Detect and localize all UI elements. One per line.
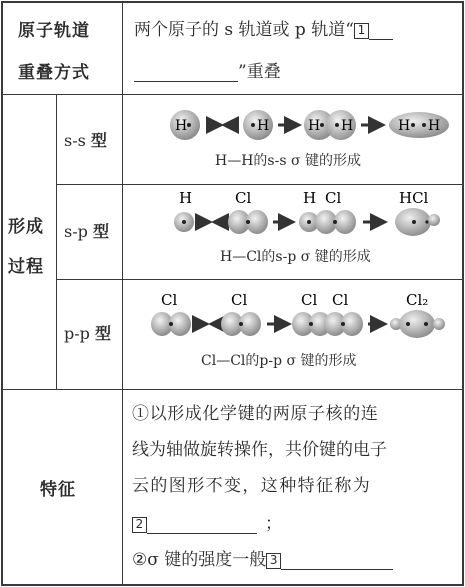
- nucleus-dot: [424, 322, 428, 326]
- cl-p-orbital-lobe: [334, 210, 356, 234]
- blank2-after: ；: [265, 514, 282, 534]
- blank-number-2: 2: [132, 517, 147, 533]
- column-divider-sub: [56, 94, 57, 389]
- pp-bond-diagram: [123, 280, 462, 389]
- feature-label: 特征: [40, 480, 76, 500]
- nucleus-dot: [411, 123, 415, 127]
- overlap-mode-label-line1: 原子轨道: [18, 21, 90, 41]
- overlap-mode-label-line2: 重叠方式: [18, 63, 90, 83]
- type-pp-suffix: 型: [94, 324, 111, 343]
- molecule-label: Cl: [235, 189, 252, 207]
- type-label-ss: [64, 128, 107, 151]
- molecule-label: Cl: [325, 189, 342, 207]
- overlap-text-before: 两个原子的 s 轨道或 p 轨道“: [134, 20, 354, 40]
- molecule-label: H: [303, 189, 317, 207]
- type-sp-prefix: s-p: [64, 222, 88, 241]
- nucleus-dot: [406, 322, 410, 326]
- overlap-mode-text-line2: [134, 57, 281, 82]
- feature-line-1: ①以形成化学键的两原子核的连: [132, 404, 379, 424]
- sp-caption: H—Cl的s-p σ 键的形成: [220, 249, 371, 265]
- blank-number-3: 3: [266, 553, 281, 569]
- answer-blank-3[interactable]: [281, 551, 393, 570]
- type-label-pp: [64, 321, 111, 344]
- formation-label-line1: 形成: [8, 217, 44, 237]
- feature-line-4: [132, 509, 282, 534]
- nucleus-dot: [169, 322, 173, 326]
- nucleus-dot: [422, 123, 426, 127]
- overlap-mode-text: [134, 15, 393, 40]
- nucleus-dot: [187, 123, 191, 127]
- atom-label: H: [308, 118, 321, 134]
- nucleus-dot: [307, 220, 311, 224]
- molecule-label: Cl: [161, 291, 178, 309]
- h-s-orbital: [428, 214, 440, 226]
- nucleus-dot: [320, 123, 324, 127]
- pp-caption: Cl—Cl的p-p σ 键的形成: [201, 353, 357, 369]
- formation-label-line2: 过程: [8, 257, 44, 277]
- type-label-sp: [64, 219, 109, 242]
- nucleus-dot: [182, 220, 186, 224]
- answer-blank-1b[interactable]: [134, 63, 238, 82]
- nucleus-dot: [412, 220, 416, 224]
- atom-label: H: [175, 118, 188, 134]
- atom-label: H: [341, 118, 354, 134]
- type-ss-prefix: s-s: [64, 131, 86, 150]
- nucleus-dot: [309, 322, 313, 326]
- type-sp-suffix: 型: [92, 222, 109, 241]
- feature-line-5: [132, 545, 393, 570]
- nucleus-dot: [425, 220, 428, 223]
- nucleus-dot: [239, 322, 243, 326]
- molecule-label: Cl: [332, 291, 349, 309]
- nucleus-dot: [333, 220, 337, 224]
- table-border-right: [462, 1, 464, 586]
- type-ss-suffix: 型: [90, 131, 107, 150]
- nucleus-dot: [335, 123, 339, 127]
- row-divider-pp: [1, 389, 464, 390]
- molecule-label: HCl: [399, 189, 429, 207]
- feature-line-2: 线为轴做旋转操作，共价键的电子: [132, 440, 387, 460]
- atom-label: H: [257, 118, 270, 134]
- table-border-top: [1, 1, 464, 3]
- ss-caption: H—H的s-s σ 键的形成: [215, 153, 361, 169]
- blank-number-1: 1: [354, 23, 369, 39]
- nucleus-dot: [246, 220, 250, 224]
- answer-blank-2[interactable]: [147, 515, 257, 534]
- table-border-left: [1, 1, 3, 586]
- nucleus-dot: [341, 322, 345, 326]
- molecule-label: H: [179, 189, 193, 207]
- atom-label: H: [398, 118, 411, 134]
- molecule-label: Cl: [231, 291, 248, 309]
- table-border-bottom: [1, 584, 464, 586]
- feature-line5-text: ②σ 键的强度一般: [132, 550, 267, 570]
- molecule-label: Cl₂: [406, 291, 429, 309]
- atom-label: H: [428, 118, 441, 134]
- overlap-text-after: ”重叠: [238, 62, 281, 82]
- molecule-label: Cl: [301, 291, 318, 309]
- answer-blank-1a[interactable]: [369, 39, 393, 40]
- cl2-molecular-orbital: [399, 310, 435, 338]
- cl-back-lobe: [433, 318, 445, 330]
- nucleus-dot: [251, 123, 255, 127]
- ss-bond-diagram: [123, 95, 462, 184]
- feature-line-3: 云的图形不变，这种特征称为: [132, 476, 372, 496]
- type-pp-prefix: p-p: [64, 324, 90, 343]
